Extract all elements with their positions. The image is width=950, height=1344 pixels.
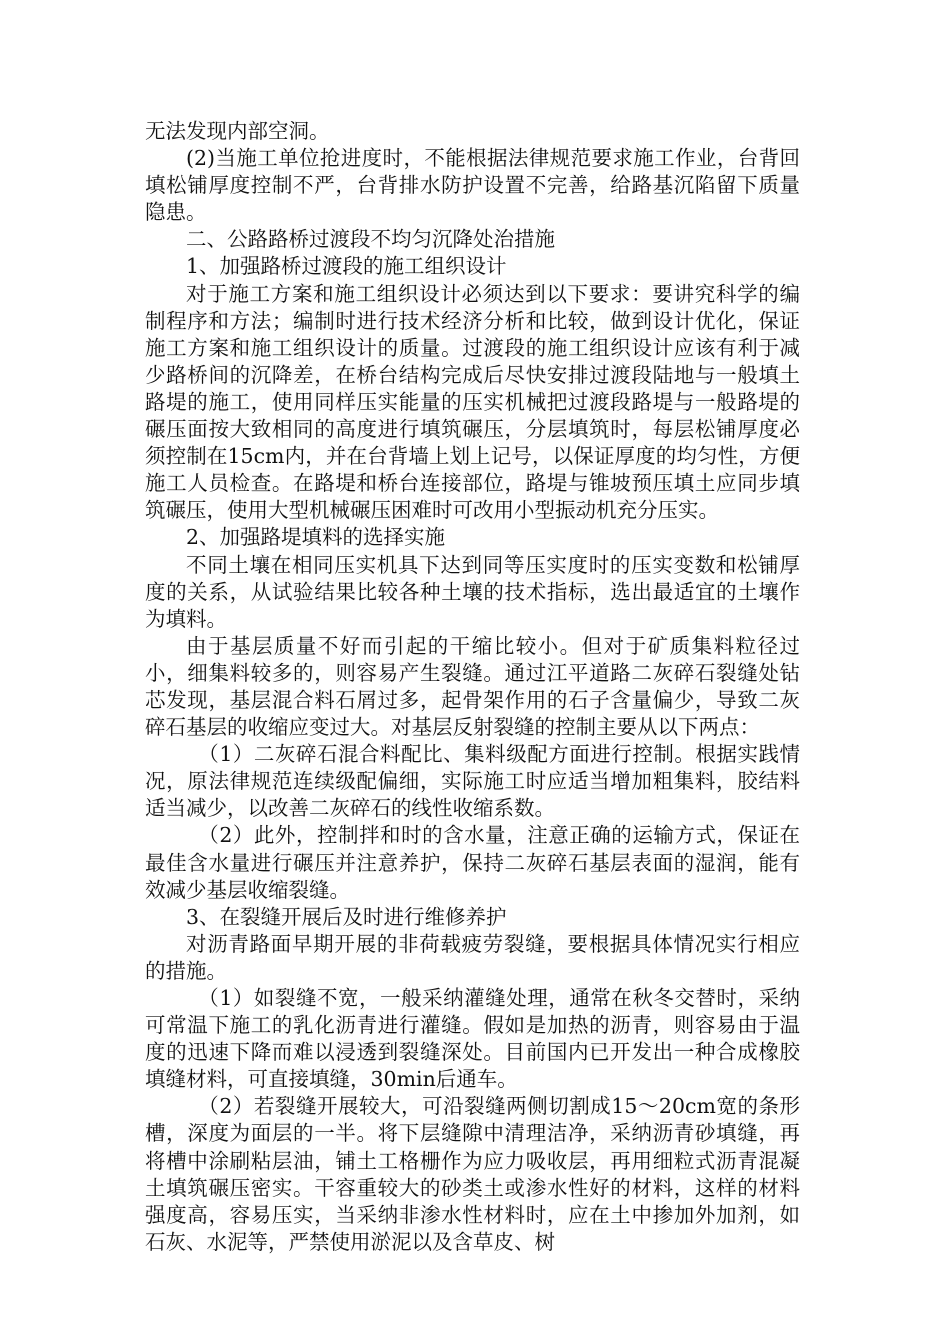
subsection-heading: 1、加强路桥过渡段的施工组织设计 <box>186 254 507 279</box>
paragraph: (2)当施工单位抢进度时，不能根据法律规范要求施工作业，台背回填松铺厚度控制不严，台背排水防护设置不完善，给路基沉陷留下质量隐患。 <box>145 146 800 225</box>
paragraph: 由于基层质量不好而引起的干缩比较小。但对于矿质集料粒径过小，细集料较多的，则容易产生裂缝。通过江平道路二灰碎石裂缝处钻芯发现，基层混合料石屑过多，起骨架作用的石子含量偏少，导致二灰碎石基层的收缩应变过大。对基层反射裂缝的控制主要从以下两点： <box>145 633 800 740</box>
subsection-heading: 2、加强路堤填料的选择实施 <box>186 525 446 550</box>
list-item: （1）如裂缝不宽，一般采纳灌缝处理，通常在秋冬交替时，采纳可常温下施工的乳化沥青进行灌缝。假如是加热的沥青，则容易由于温度的迅速下降而难以浸透到裂缝深处。目前国内已开发出一种合成橡胶填缝材料，可直接填缝，30min后通车。 <box>145 986 800 1092</box>
list-item: （2）若裂缝开展较大，可沿裂缝两侧切割成15～20cm宽的条形槽，深度为面层的一半。将下层缝隙中清理洁净，采纳沥青砂填缝，再将槽中涂刷粘层油，铺土工格栅作为应力吸收层，再用细粒式沥青混凝土填筑碾压密实。干容重较大的砂类土或渗水性好的材料，这样的材料强度高，容易压实，当采纳非渗水性材料时，应在土中掺加外加剂，如石灰、水泥等，严禁使用淤泥以及含草皮、树 <box>145 1094 800 1254</box>
paragraph: 不同土壤在相同压实机具下达到同等压实度时的压实变数和松铺厚度的关系，从试验结果比较各种土壤的技术指标，选出最适宜的土壤作为填料。 <box>145 552 800 631</box>
list-item: （1）二灰碎石混合料配比、集料级配方面进行控制。根据实践情况，原法律规范连续级配偏细，实际施工时应适当增加粗集料，胶结料适当减少，以改善二灰碎石的线性收缩系数。 <box>145 742 800 821</box>
list-item: （2）此外，控制拌和时的含水量，注意正确的运输方式，保证在最佳含水量进行碾压并注意养护，保持二灰碎石基层表面的湿润，能有效减少基层收缩裂缝。 <box>145 823 800 902</box>
paragraph: 无法发现内部空洞。 <box>145 119 330 143</box>
section-heading: 二、公路路桥过渡段不均匀沉降处治措施 <box>186 227 555 252</box>
paragraph: 对沥青路面早期开展的非荷载疲劳裂缝，要根据具体情况实行相应的措施。 <box>145 931 800 983</box>
paragraph: 对于施工方案和施工组织设计必须达到以下要求：要讲究科学的编制程序和方法；编制时进行技术经济分析和比较，做到设计优化，保证施工方案和施工组织设计的质量。过渡段的施工组织设计应该有利于减少路桥间的沉降差，在桥台结构完成后尽快安排过渡段陆地与一般填土路堤的施工，使用同样压实能量的压实机械把过渡段路堤与一般路堤的碾压面按大致相同的高度进行填筑碾压，分层填筑时，每层松铺厚度必须控制在15cm内，并在台背墙上划上记号，以保证厚度的均匀性，方便施工人员检查。在路堤和桥台连接部位，路堤与锥坡预压填土应同步填筑碾压，使用大型机械碾压困难时可改用小型振动机充分压实。 <box>145 281 800 523</box>
subsection-heading: 3、在裂缝开展后及时进行维修养护 <box>186 904 507 929</box>
document-page <box>145 118 800 1256</box>
